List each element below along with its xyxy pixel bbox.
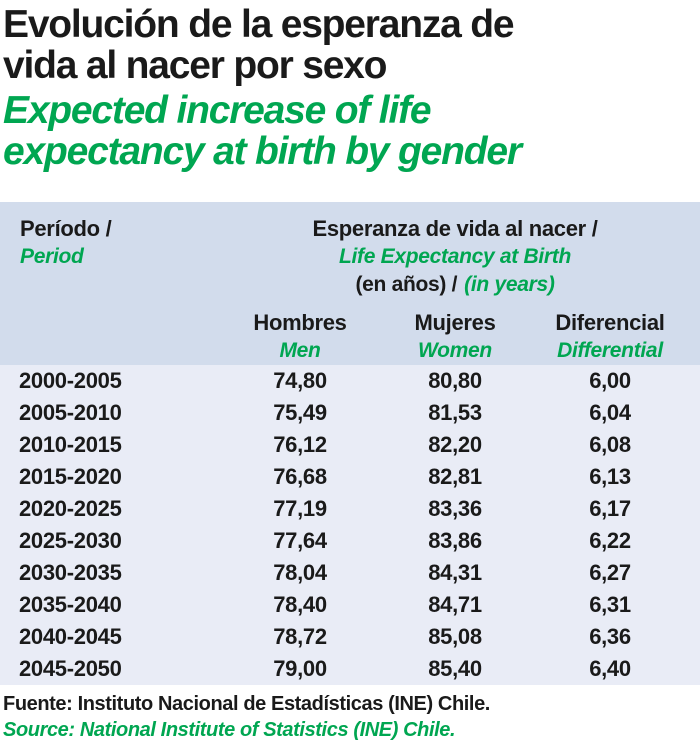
group-label-en: Life Expectancy at Birth <box>338 245 572 268</box>
table-row <box>0 525 700 557</box>
diff-cell: 6,13 <box>589 464 631 489</box>
table-row <box>0 557 700 589</box>
title-en-line2: expectancy at birth by gender <box>3 130 521 173</box>
men-cell: 74,80 <box>273 368 327 393</box>
source-english: Source: National Institute of Statistics (INE) Chile. <box>3 719 456 741</box>
women-cell: 85,08 <box>428 624 482 649</box>
period-cell: 2020-2025 <box>19 496 122 521</box>
unit-label-en: (in years) <box>464 273 555 296</box>
title-en-line1: Expected increase of life <box>3 89 431 132</box>
men-cell: 77,64 <box>273 528 327 553</box>
women-cell: 83,36 <box>428 496 482 521</box>
table-row <box>0 461 700 493</box>
diff-cell: 6,22 <box>589 528 631 553</box>
period-cell: 2005-2010 <box>19 400 122 425</box>
table-row <box>0 397 700 429</box>
table-row <box>0 365 700 397</box>
group-label-es: Esperanza de vida al nacer / <box>312 216 598 241</box>
period-cell: 2000-2005 <box>19 368 122 393</box>
page-title-spanish <box>3 4 700 86</box>
men-cell: 78,72 <box>273 624 327 649</box>
diff-cell: 6,00 <box>589 368 631 393</box>
women-label-es: Mujeres <box>414 310 496 335</box>
women-cell: 85,40 <box>428 656 482 681</box>
diff-cell: 6,04 <box>589 400 631 425</box>
diff-label-es: Diferencial <box>555 310 665 335</box>
women-cell: 83,86 <box>428 528 482 553</box>
period-label-en: Period <box>20 245 84 268</box>
women-cell: 82,20 <box>428 432 482 457</box>
diff-cell: 6,31 <box>589 592 631 617</box>
men-cell: 79,00 <box>273 656 327 681</box>
men-cell: 78,40 <box>273 592 327 617</box>
men-cell: 77,19 <box>273 496 327 521</box>
women-cell: 84,71 <box>428 592 482 617</box>
table-row <box>0 429 700 461</box>
title-es-line2: vida al nacer por sexo <box>3 44 387 87</box>
column-header-men <box>210 309 390 365</box>
men-cell: 75,49 <box>273 400 327 425</box>
period-cell: 2045-2050 <box>19 656 122 681</box>
period-cell: 2010-2015 <box>19 432 122 457</box>
women-cell: 80,80 <box>428 368 482 393</box>
spacer-cell <box>0 309 210 365</box>
title-es-line1: Evolución de la esperanza de <box>3 3 514 46</box>
unit-label-es: (en años) / <box>355 273 458 296</box>
table-header <box>0 202 700 365</box>
women-cell: 84,31 <box>428 560 482 585</box>
period-cell: 2025-2030 <box>19 528 122 553</box>
unit-label <box>210 271 700 299</box>
diff-cell: 6,08 <box>589 432 631 457</box>
table-row <box>0 653 700 685</box>
table-row <box>0 621 700 653</box>
title-block <box>0 0 700 172</box>
table-body <box>0 365 700 685</box>
page-title-english <box>3 90 700 172</box>
diff-cell: 6,40 <box>589 656 631 681</box>
men-cell: 76,68 <box>273 464 327 489</box>
period-header <box>0 215 210 299</box>
diff-cell: 6,36 <box>589 624 631 649</box>
women-cell: 81,53 <box>428 400 482 425</box>
women-label-en: Women <box>418 339 492 362</box>
group-header <box>210 215 700 299</box>
period-cell: 2035-2040 <box>19 592 122 617</box>
diff-cell: 6,27 <box>589 560 631 585</box>
women-cell: 82,81 <box>428 464 482 489</box>
men-label-en: Men <box>279 339 321 362</box>
column-header-women <box>390 309 520 365</box>
period-cell: 2030-2035 <box>19 560 122 585</box>
men-cell: 78,04 <box>273 560 327 585</box>
period-label-es: Período / <box>20 216 112 241</box>
table-row <box>0 493 700 525</box>
men-cell: 76,12 <box>273 432 327 457</box>
period-cell: 2015-2020 <box>19 464 122 489</box>
life-expectancy-table <box>0 202 700 685</box>
column-header-differential <box>520 309 700 365</box>
period-cell: 2040-2045 <box>19 624 122 649</box>
table-row <box>0 589 700 621</box>
men-label-es: Hombres <box>253 310 347 335</box>
diff-label-en: Differential <box>557 339 663 362</box>
diff-cell: 6,17 <box>589 496 631 521</box>
source-spanish: Fuente: Instituto Nacional de Estadísticas (INE) Chile. <box>3 693 490 715</box>
source-block <box>0 685 700 743</box>
